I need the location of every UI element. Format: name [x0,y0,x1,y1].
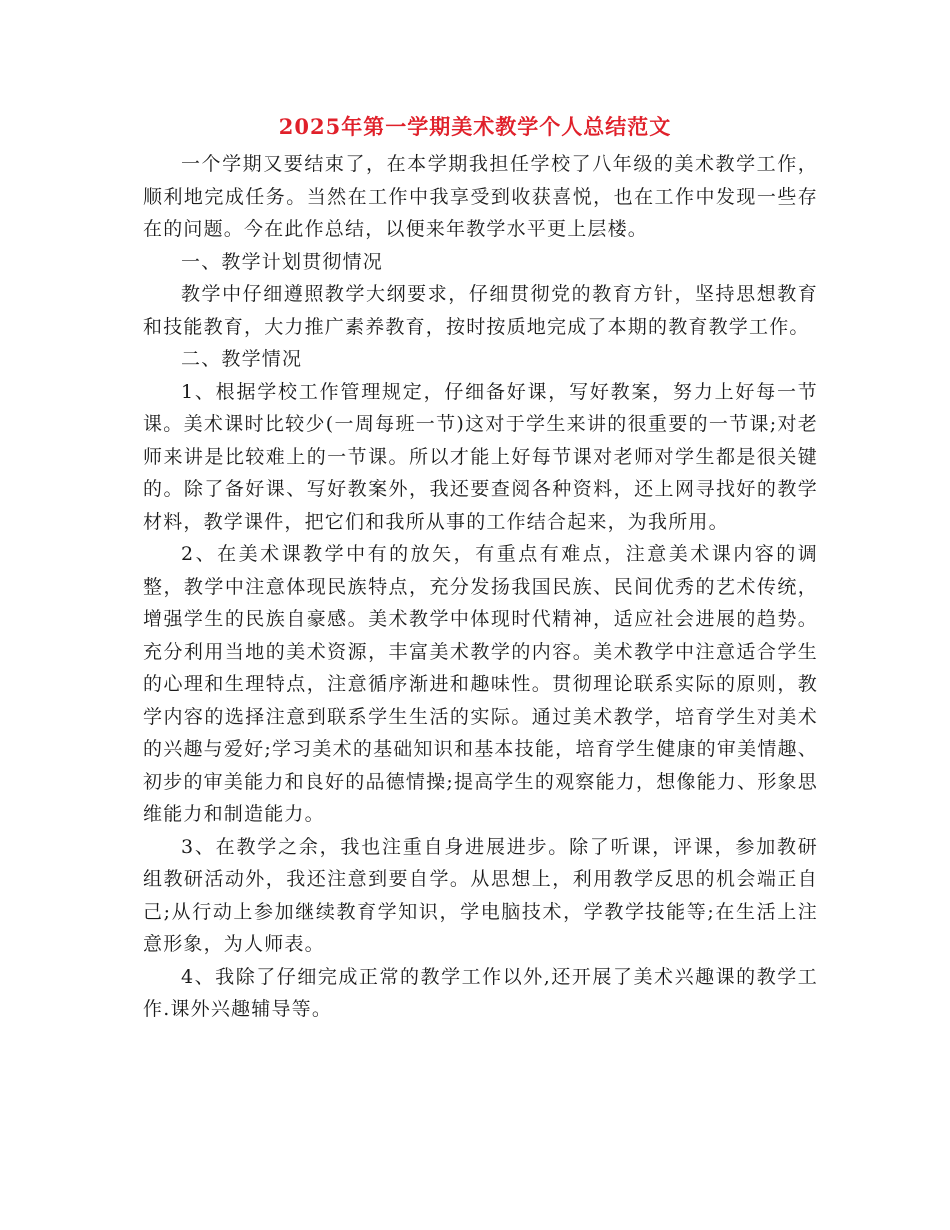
paragraph-plan: 教学中仔细遵照教学大纲要求，仔细贯彻党的教育方针，坚持思想教育和技能教育，大力推广素养教育，按时按质地完成了本期的教育教学工作。 [143,283,818,338]
section-heading-teaching: 二、教学情况 [181,348,303,370]
section-heading-plan: 一、教学计划贯彻情况 [181,250,384,273]
document-title: 2025年第一学期美术教学个人总结范文 [278,114,672,139]
paragraph-item-2: 2、在美术课教学中有的放矢，有重点有难点，注意美术课内容的调整，教学中注意体现民族特点，充分发扬我国民族、民间优秀的艺术传统，增强学生的民族自豪感。美术教学中体现时代精神，适应社会进展的趋势。充分利用当地的美术资源，丰富美术教学的内容。美术教学中注意适合学生的心理和生理特点，注意循序渐进和趣味性。贯彻理论联系实际的原则，教学内容的选择注意到联系学生生活的实际。通过美术教学，培育学生对美术的兴趣与爱好;学习美术的基础知识和基本技能，培育学生健康的审美情趣、初步的审美能力和良好的品德情操;提高学生的观察能力，想像能力、形象思维能力和制造能力。 [143,543,818,825]
paragraph-item-3: 3、在教学之余，我也注重自身进展进步。除了听课，评课，参加教研组教研活动外，我还注意到要自学。从思想上，利用教学反思的机会端正自己;从行动上参加继续教育学知识，学电脑技术，学教学技能等;在生活上注意形象，为人师表。 [143,835,818,955]
paragraph-item-4: 4、我除了仔细完成正常的教学工作以外,还开展了美术兴趣课的教学工作.课外兴趣辅导等。 [143,965,818,1020]
paragraph-item-1: 1、根据学校工作管理规定，仔细备好课，写好教案，努力上好每一节课。美术课时比较少(一周每班一节)这对于学生来讲的很重要的一节课;对老师来讲是比较难上的一节课。所以才能上好每节课对老师对学生都是很关键的。除了备好课、写好教案外，我还要查阅各种资料，还上网寻找好的教学材料，教学课件，把它们和我所从事的工作结合起来，为我所用。 [143,380,818,533]
document-body [143,148,818,1026]
paragraph-intro: 一个学期又要结束了，在本学期我担任学校了八年级的美术教学工作，顺利地完成任务。当然在工作中我享受到收获喜悦，也在工作中发现一些存在的问题。今在此作总结，以便来年教学水平更上层楼。 [143,153,818,240]
